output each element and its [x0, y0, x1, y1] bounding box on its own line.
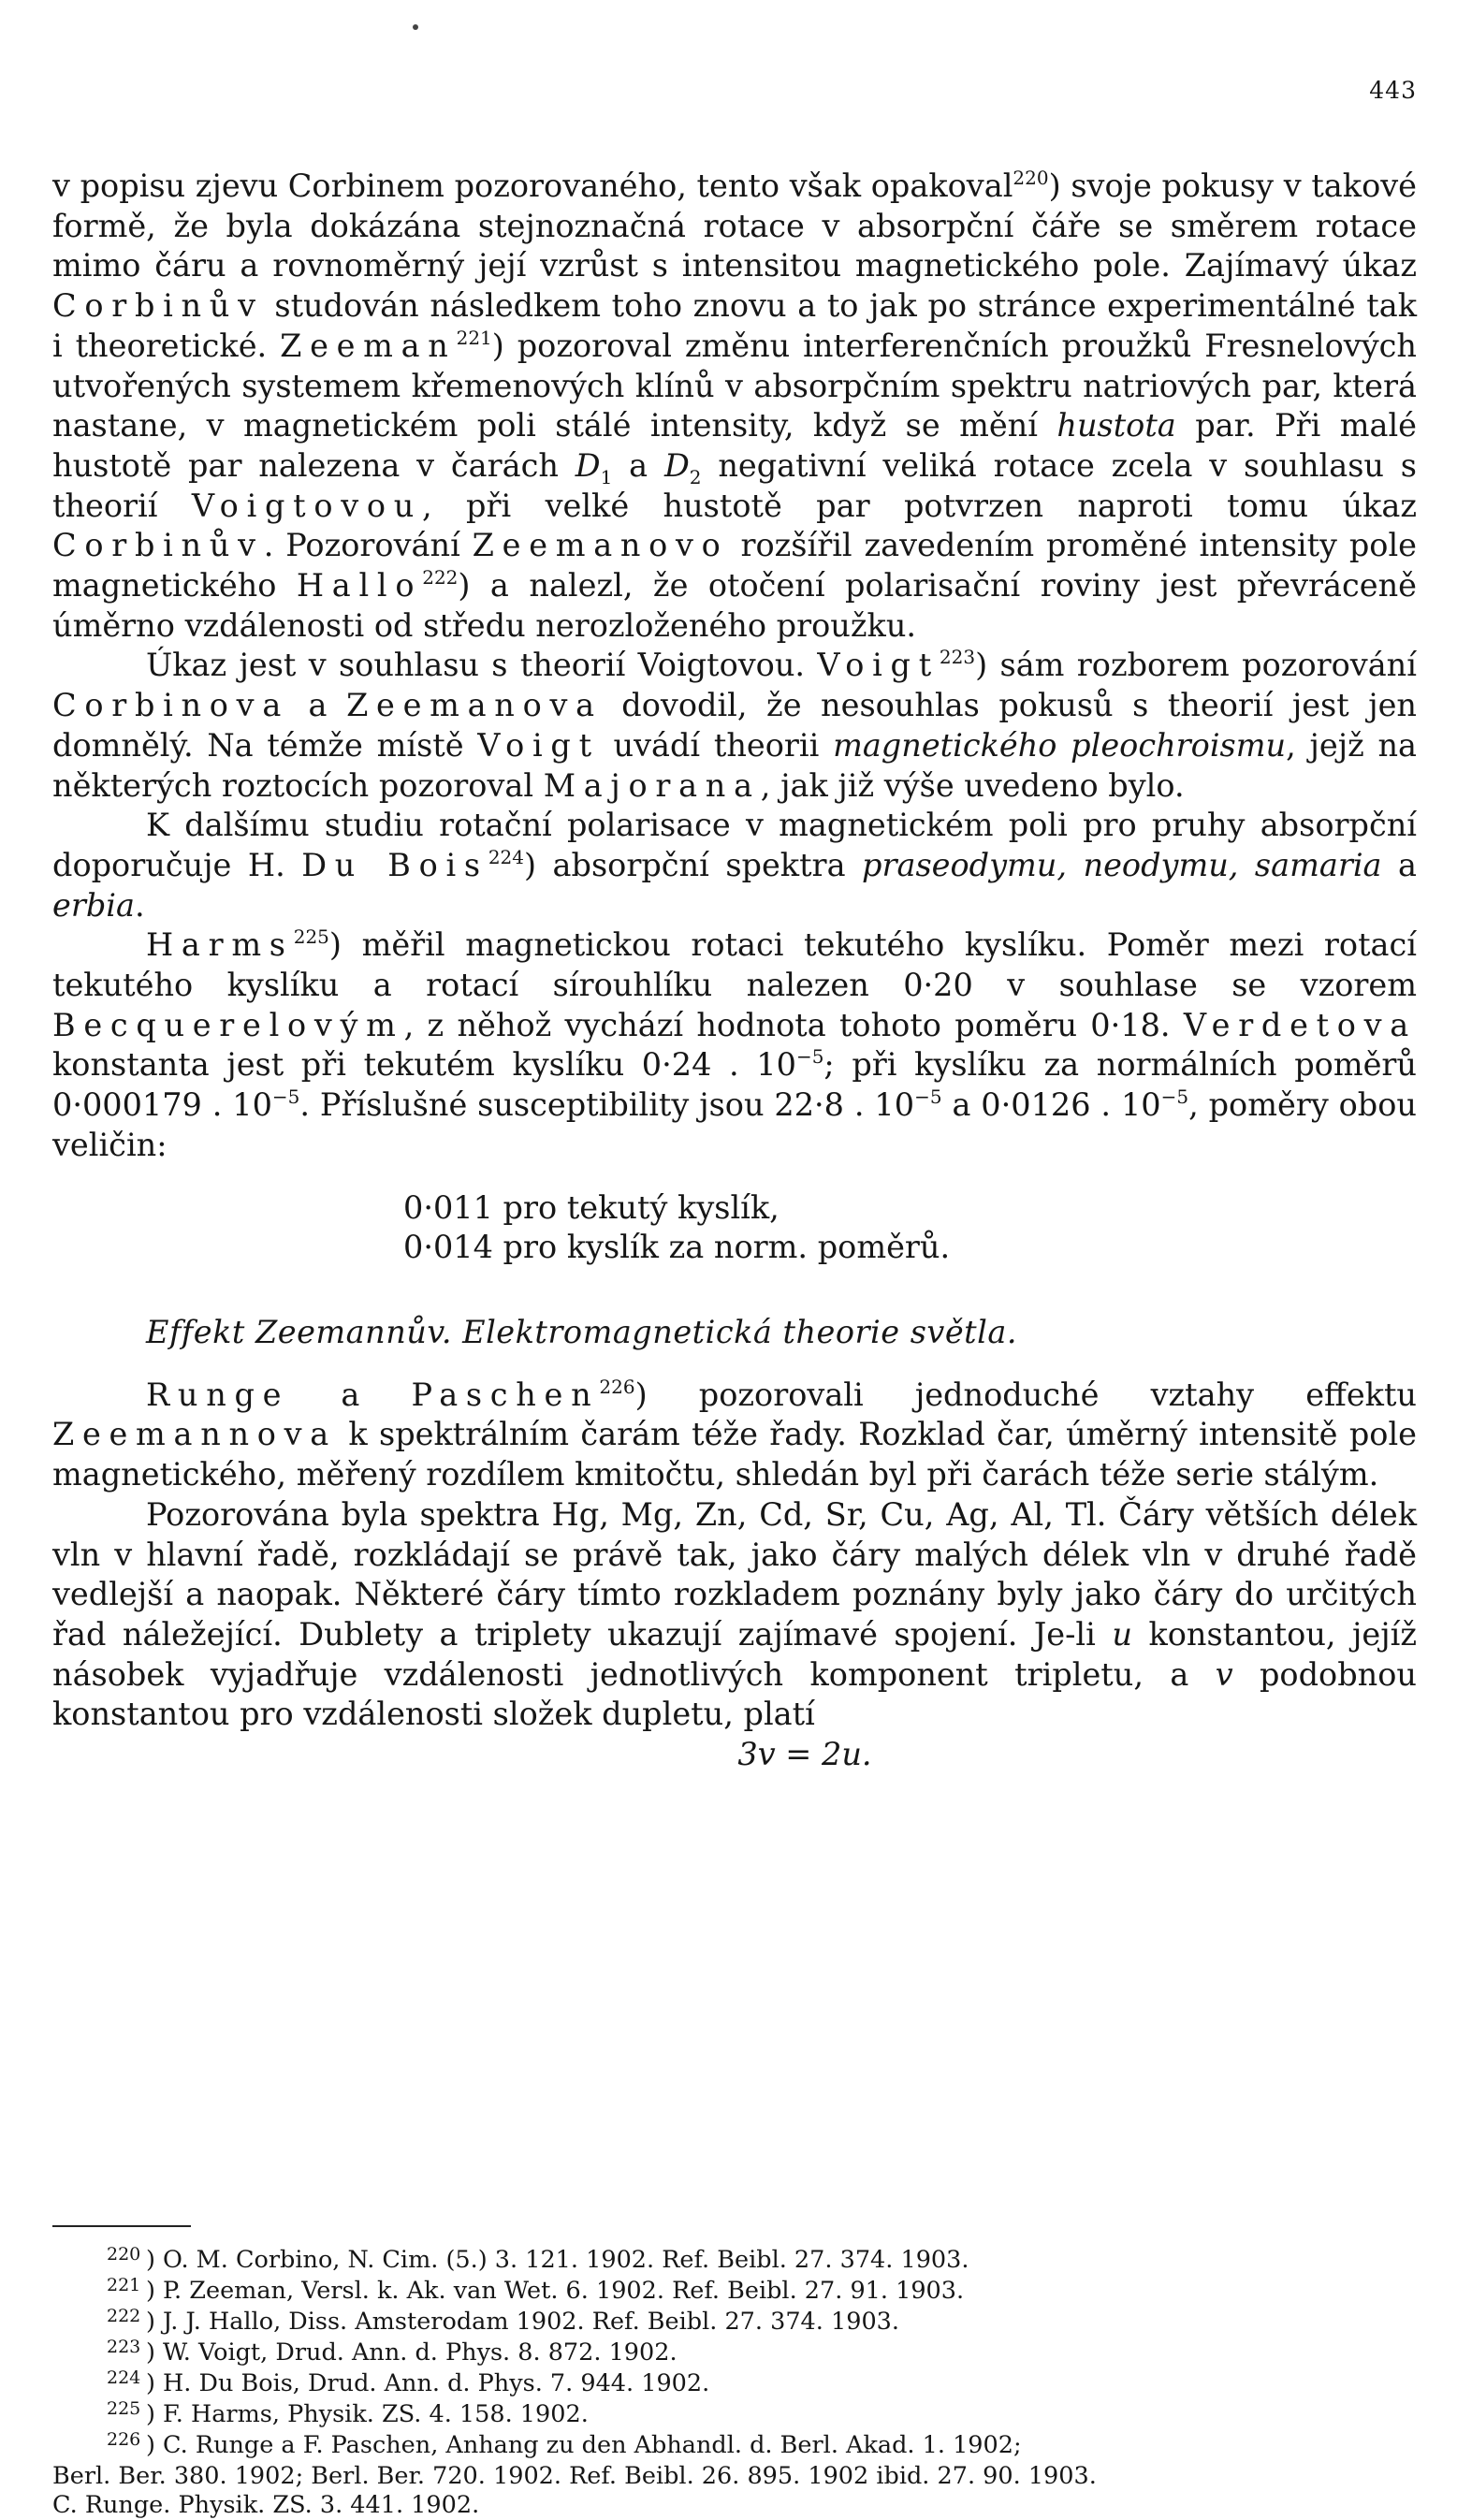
formula: 3v = 2u. — [737, 1736, 872, 1773]
footnote-ref-225[interactable]: 225 — [293, 925, 329, 949]
footnote: 220 ) O. M. Corbino, N. Cim. (5.) 3. 121. 1902. Ref. Beibl. 27. 374. 1903. — [107, 2244, 969, 2274]
footnote-continuation: C. Runge. Physik. ZS. 3. 441. 1902. — [52, 2491, 480, 2519]
paragraph-corbino-zeeman: v popisu zjevu Corbinem pozorovaného, tento však opakoval$^{220}$) svoje pokusy v takové formě, že byla dokázána stejnoznačná rotace v absorpční čáře se směrem rotace mimo čáru a rovnoměrný její vzrůst s intensitou magnetického pole. Zajímavý úkaz Corbinův studován následkem toho znovu a to jak po stránce experimentálné tak i theoretické. Zeeman$^{221}$) pozoroval změnu interferenčních proužků Fresnelových utvořených systemem křemenových klínů v absorpčním spektru natriových par, která nastane, v magnetickém poli stálé intensity, když se mění hustota par. Při malé hustotě par nalezena v čarách $D_1$ a $D_2$ negativní veliká rotace zcela v souhlasu s theorií Voigtovou, při velké hustotě par potvrzen naproti tomu úkaz Corbinův. Pozorování Zeemanovo rozšířil zavedením proměné intensity pole magnetického Hallo$^{222}$) a nalezl, že otočení polarisační roviny jest převráceně úměrno vzdálenosti od středu nerozloženého proužku. — [52, 167, 1418, 644]
section-heading: Effekt Zeemannův. Elektromagnetická theorie světla. — [146, 1313, 1017, 1350]
ratio-normal-oxygen: 0·014 pro kyslík za norm. poměrů. — [403, 1229, 951, 1266]
paragraph-harms: Harms$^{225}$) měřil magnetickou rotaci tekutého kyslíku. Poměr mezi rotací tekutého kyslíku a rotací sírouhlíku nalezen 0·20 v souhlase se vzorem Becquerelovým, z něhož vychází hodnota tohoto poměru 0·18. Verdetova konstanta jest při tekutém kyslíku 0·24 . $10^{-5}$; při kyslíku za normálních poměrů 0·000179 . $10^{-5}$. Příslušné susceptibility jsou 22·8 . $10^{-5}$ a 0·0126 . $10^{-5}$, poměry obou veličin: — [52, 925, 1418, 1163]
footnote-ref-222[interactable]: 222 — [422, 566, 459, 590]
footnote-ref-224[interactable]: 224 — [488, 845, 524, 868]
paragraph-spectra: Pozorována byla spektra Hg, Mg, Zn, Cd, Sr, Cu, Ag, Al, Tl. Čáry větších délek vln v hlavní řadě, rozkládají se právě tak, jako čáry malých délek vln v druhé řadě vedlejší a naopak. Některé čáry tímto rozkladem poznány byly jako čáry do určitých řad náležející. Dublety a triplety ukazují zajímavé spojení. Je-li u konstantou, jejíž násobek vyjadřuje vzdálenosti jednotlivých komponent tripletu, a v podobnou konstantou pro vzdálenosti složek dupletu, platí — [52, 1495, 1417, 1733]
page-number: 443 — [1369, 77, 1417, 104]
footnote: 223 ) W. Voigt, Drud. Ann. d. Phys. 8. 872. 1902. — [107, 2337, 678, 2367]
paragraph-voigt: Úkaz jest v souhlasu s theorií Voigtovou. Voigt$^{223}$) sám rozborem pozorování Corbinova a Zeemanova dovodil, že nesouhlas pokusů s theorií jest jen domnělý. Na témže místě Voigt uvádí theorii magnetického pleochroismu, jejž na některých roztocích pozoroval Majorana, jak již výše uvedeno bylo. — [52, 646, 1418, 804]
main-text — [52, 167, 1417, 1775]
paragraph-runge-paschen: Runge a Paschen$^{226}$) pozorovali jednoduché vztahy effektu Zeemannova k spektrálním čarám téže řady. Rozklad čar, úměrný intensitě pole magnetického, měřený rozdílem kmitočtu, shledán byl při čarách téže serie stálým. — [52, 1375, 1417, 1493]
paragraph-du-bois: K dalšímu studiu rotační polarisace v magnetickém poli pro pruhy absorpční doporučuje H. Du Bois$^{224}$) absorpční spektra praseodymu, neodymu, samaria a erbia. — [52, 807, 1418, 924]
footnote-ref-221[interactable]: 221 — [456, 326, 492, 349]
footnote-ref-226[interactable]: 226 — [599, 1375, 635, 1398]
printer-dot — [413, 24, 418, 30]
footnote-ref-223[interactable]: 223 — [939, 646, 976, 669]
ratio-liquid-oxygen: 0·011 pro tekutý kyslík, — [403, 1188, 779, 1226]
footnote-ref-220[interactable]: 220 — [1013, 167, 1049, 189]
ratio-list — [403, 1188, 1417, 1268]
footnote-divider — [52, 2225, 191, 2227]
footnote-continuation: Berl. Ber. 380. 1902; Berl. Ber. 720. 1902. Ref. Beibl. 26. 895. 1902 ibid. 27. 90. 1903. — [52, 2462, 1097, 2490]
footnote: 222 ) J. J. Hallo, Diss. Amsterodam 1902. Ref. Beibl. 27. 374. 1903. — [107, 2306, 899, 2336]
footnote: 224 ) H. Du Bois, Drud. Ann. d. Phys. 7. 944. 1902. — [107, 2367, 710, 2397]
footnote: 225 ) F. Harms, Physik. ZS. 4. 158. 1902. — [107, 2398, 589, 2428]
footnotes — [52, 2246, 1417, 2520]
footnote: 226 ) C. Runge a F. Paschen, Anhang zu den Abhandl. d. Berl. Akad. 1. 1902; — [107, 2429, 1022, 2459]
footnote: 221 ) P. Zeeman, Versl. k. Ak. van Wet. 6. 1902. Ref. Beibl. 27. 91. 1903. — [107, 2275, 965, 2305]
